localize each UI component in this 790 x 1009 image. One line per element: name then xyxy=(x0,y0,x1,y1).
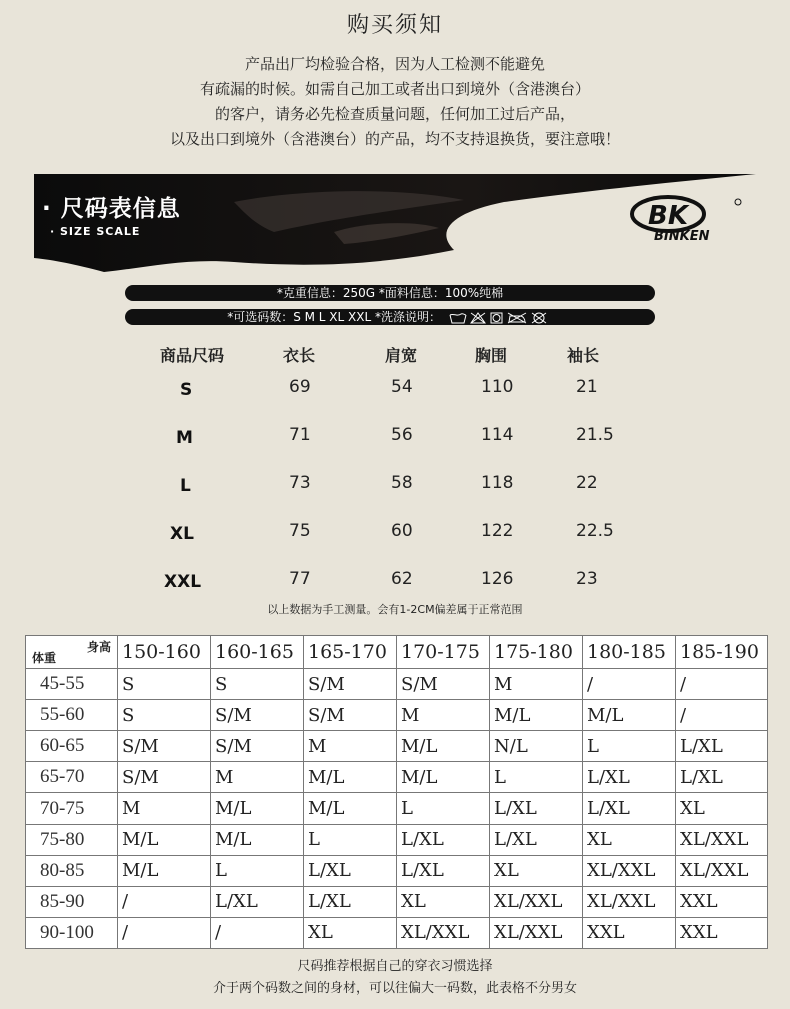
size-label: XL xyxy=(170,524,194,544)
banner-subtitle: · SIZE SCALE xyxy=(50,225,141,238)
shoulder-value: 58 xyxy=(391,473,413,493)
size-recommendation-cell: L/XL xyxy=(490,824,583,855)
table-row xyxy=(26,762,768,793)
size-recommendation-cell: / xyxy=(676,669,768,700)
size-recommendation-cell: XL/XXL xyxy=(583,855,676,886)
weight-range-cell: 45-55 xyxy=(26,669,118,700)
size-recommendation-cell: M xyxy=(211,762,304,793)
banner-title: · 尺码表信息 xyxy=(42,196,181,222)
chest-value: 126 xyxy=(481,569,514,589)
height-range-header: 170-175 xyxy=(397,636,490,669)
length-value: 73 xyxy=(289,473,311,493)
table-row xyxy=(26,669,768,700)
chest-header: 胸围 xyxy=(475,346,508,365)
size-recommendation-cell: M/L xyxy=(583,700,676,731)
size-recommendation-cell: XL/XXL xyxy=(583,886,676,917)
logo-text: BINKEN xyxy=(654,229,710,244)
size-header: 商品尺码 xyxy=(160,346,225,365)
size-recommendation-cell: XL xyxy=(304,917,397,948)
size-recommendation-cell: L/XL xyxy=(676,731,768,762)
size-recommendation-cell: L/XL xyxy=(304,855,397,886)
size-recommendation-cell: M xyxy=(304,731,397,762)
no-dry-clean-icon xyxy=(532,313,546,323)
size-wash-info xyxy=(125,309,655,325)
size-recommendation-cell: XL/XXL xyxy=(397,917,490,948)
length-value: 69 xyxy=(289,377,311,397)
size-label: L xyxy=(180,476,191,496)
height-range-header: 180-185 xyxy=(583,636,676,669)
notice-line: 产品出厂均检验合格，因为人工检测不能避免 xyxy=(244,55,545,73)
size-recommendation-cell: L xyxy=(211,855,304,886)
size-recommendation-cell: / xyxy=(118,917,211,948)
no-bleach-icon xyxy=(471,313,485,323)
size-recommendation-cell: XL/XXL xyxy=(490,886,583,917)
size-recommendation-cell: / xyxy=(211,917,304,948)
size-recommendation-cell: L xyxy=(397,793,490,824)
size-recommendation-cell: M/L xyxy=(397,762,490,793)
sleeve-header: 袖长 xyxy=(567,346,600,365)
size-recommendation-cell: M/L xyxy=(490,700,583,731)
size-recommendation-cell: S/M xyxy=(211,700,304,731)
size-recommendation-cell: XL xyxy=(397,886,490,917)
weight-range-cell: 55-60 xyxy=(26,700,118,731)
weight-range-cell: 80-85 xyxy=(26,855,118,886)
size-recommendation-cell: M/L xyxy=(304,793,397,824)
size-recommendation-table xyxy=(25,635,768,949)
size-recommendation-cell: L/XL xyxy=(397,824,490,855)
table-row xyxy=(26,700,768,731)
no-tumble-dry-icon xyxy=(491,313,502,323)
size-recommendation-cell: M/L xyxy=(304,762,397,793)
size-recommendation-cell: M xyxy=(118,793,211,824)
size-recommendation-cell: XL/XXL xyxy=(676,855,768,886)
notice-line: 以及出口到境外（含港澳台）的产品，均不支持退换货，要注意哦！ xyxy=(169,130,620,148)
hand-wash-icon xyxy=(450,313,466,322)
weight-range-cell: 65-70 xyxy=(26,762,118,793)
size-recommendation-cell: S xyxy=(118,669,211,700)
size-recommendation-cell: M xyxy=(397,700,490,731)
table-row xyxy=(26,855,768,886)
height-range-header: 150-160 xyxy=(118,636,211,669)
notice-line: 有疏漏的时候。如需自己加工或者出口到境外（含港澳台） xyxy=(199,80,590,98)
size-recommendation-cell: XL/XXL xyxy=(676,824,768,855)
binken-logo xyxy=(628,188,746,244)
sleeve-value: 22 xyxy=(576,473,598,493)
size-recommendation-cell: S xyxy=(118,700,211,731)
size-recommendation-cell: S xyxy=(211,669,304,700)
shoulder-value: 60 xyxy=(391,521,413,541)
wash-icons xyxy=(449,312,553,324)
weight-range-cell: 70-75 xyxy=(26,793,118,824)
table-row xyxy=(26,793,768,824)
purchase-notice xyxy=(0,52,790,152)
size-recommendation-cell: / xyxy=(118,886,211,917)
no-iron-icon xyxy=(508,313,526,323)
length-value: 71 xyxy=(289,425,311,445)
table-row xyxy=(26,886,768,917)
height-range-header: 160-165 xyxy=(211,636,304,669)
size-label: XXL xyxy=(164,572,202,592)
size-recommendation-cell: S/M xyxy=(118,762,211,793)
footer-line: 尺码推荐根据自己的穿衣习惯选择 xyxy=(297,959,493,974)
shoulder-value: 62 xyxy=(391,569,413,589)
shoulder-header: 肩宽 xyxy=(385,346,418,365)
chest-value: 118 xyxy=(481,473,514,493)
corner-header xyxy=(26,636,118,669)
size-recommendation-cell: L/XL xyxy=(397,855,490,886)
table-row xyxy=(26,824,768,855)
height-range-header: 165-170 xyxy=(304,636,397,669)
length-value: 77 xyxy=(289,569,311,589)
size-recommendation-cell: XL xyxy=(490,855,583,886)
size-wash-text: *可选码数：S M L XL XXL *洗涤说明： xyxy=(227,310,441,324)
size-recommendation-cell: M xyxy=(490,669,583,700)
size-recommendation-cell: S/M xyxy=(304,669,397,700)
length-value: 75 xyxy=(289,521,311,541)
shoulder-value: 56 xyxy=(391,425,413,445)
weight-range-cell: 60-65 xyxy=(26,731,118,762)
size-recommendation-cell: / xyxy=(676,700,768,731)
shoulder-value: 54 xyxy=(391,377,413,397)
height-axis-label: 身高 xyxy=(86,640,111,654)
size-recommendation-cell: XXL xyxy=(583,917,676,948)
table-header-row xyxy=(26,636,768,669)
size-recommendation-cell: L/XL xyxy=(304,886,397,917)
chest-value: 122 xyxy=(481,521,514,541)
sleeve-value: 23 xyxy=(576,569,598,589)
length-header: 衣长 xyxy=(283,346,316,365)
size-recommendation-cell: S/M xyxy=(211,731,304,762)
recommendation-rows xyxy=(26,669,768,949)
size-recommendation-cell: L/XL xyxy=(676,762,768,793)
size-recommendation-cell: N/L xyxy=(490,731,583,762)
size-recommendation-cell: XXL xyxy=(676,917,768,948)
size-recommendation-cell: L/XL xyxy=(211,886,304,917)
size-recommendation-cell: L/XL xyxy=(490,793,583,824)
footer-line: 介于两个码数之间的身材，可以往偏大一码数，此表格不分男女 xyxy=(212,981,577,996)
sleeve-value: 21 xyxy=(576,377,598,397)
footer-note xyxy=(0,956,790,1000)
table-row xyxy=(26,731,768,762)
notice-line: 的客户，请务必先检查质量问题，任何加工过后产品， xyxy=(214,105,575,123)
size-recommendation-cell: S/M xyxy=(397,669,490,700)
size-recommendation-cell: / xyxy=(583,669,676,700)
logo-mark: BK xyxy=(648,201,688,231)
size-recommendation-cell: M/L xyxy=(211,793,304,824)
height-range-header: 175-180 xyxy=(490,636,583,669)
size-recommendation-cell: XL/XXL xyxy=(490,917,583,948)
page-title: 购买须知 xyxy=(346,13,443,38)
weight-fabric-info: *克重信息：250G *面料信息：100%纯棉 xyxy=(125,285,655,301)
size-recommendation-cell: L xyxy=(490,762,583,793)
weight-range-cell: 90-100 xyxy=(26,917,118,948)
weight-axis-label: 体重 xyxy=(32,651,57,666)
size-recommendation-cell: M/L xyxy=(118,855,211,886)
size-recommendation-cell: L/XL xyxy=(583,762,676,793)
table-row xyxy=(26,917,768,948)
size-recommendation-cell: L xyxy=(583,731,676,762)
size-recommendation-cell: L/XL xyxy=(583,793,676,824)
size-recommendation-cell: XXL xyxy=(676,886,768,917)
chest-value: 110 xyxy=(481,377,514,397)
size-recommendation-cell: S/M xyxy=(118,731,211,762)
weight-range-cell: 85-90 xyxy=(26,886,118,917)
sleeve-value: 21.5 xyxy=(576,425,614,445)
weight-range-cell: 75-80 xyxy=(26,824,118,855)
size-recommendation-cell: M/L xyxy=(397,731,490,762)
size-recommendation-cell: XL xyxy=(676,793,768,824)
size-recommendation-cell: XL xyxy=(583,824,676,855)
size-recommendation-cell: S/M xyxy=(304,700,397,731)
height-range-header: 185-190 xyxy=(676,636,768,669)
chest-value: 114 xyxy=(481,425,514,445)
size-label: S xyxy=(180,380,193,400)
size-recommendation-cell: M/L xyxy=(118,824,211,855)
measurement-note: 以上数据为手工测量。会有1-2CM偏差属于正常范围 xyxy=(267,603,523,616)
size-label: M xyxy=(176,428,193,448)
sleeve-value: 22.5 xyxy=(576,521,614,541)
size-recommendation-cell: L xyxy=(304,824,397,855)
size-recommendation-cell: M/L xyxy=(211,824,304,855)
